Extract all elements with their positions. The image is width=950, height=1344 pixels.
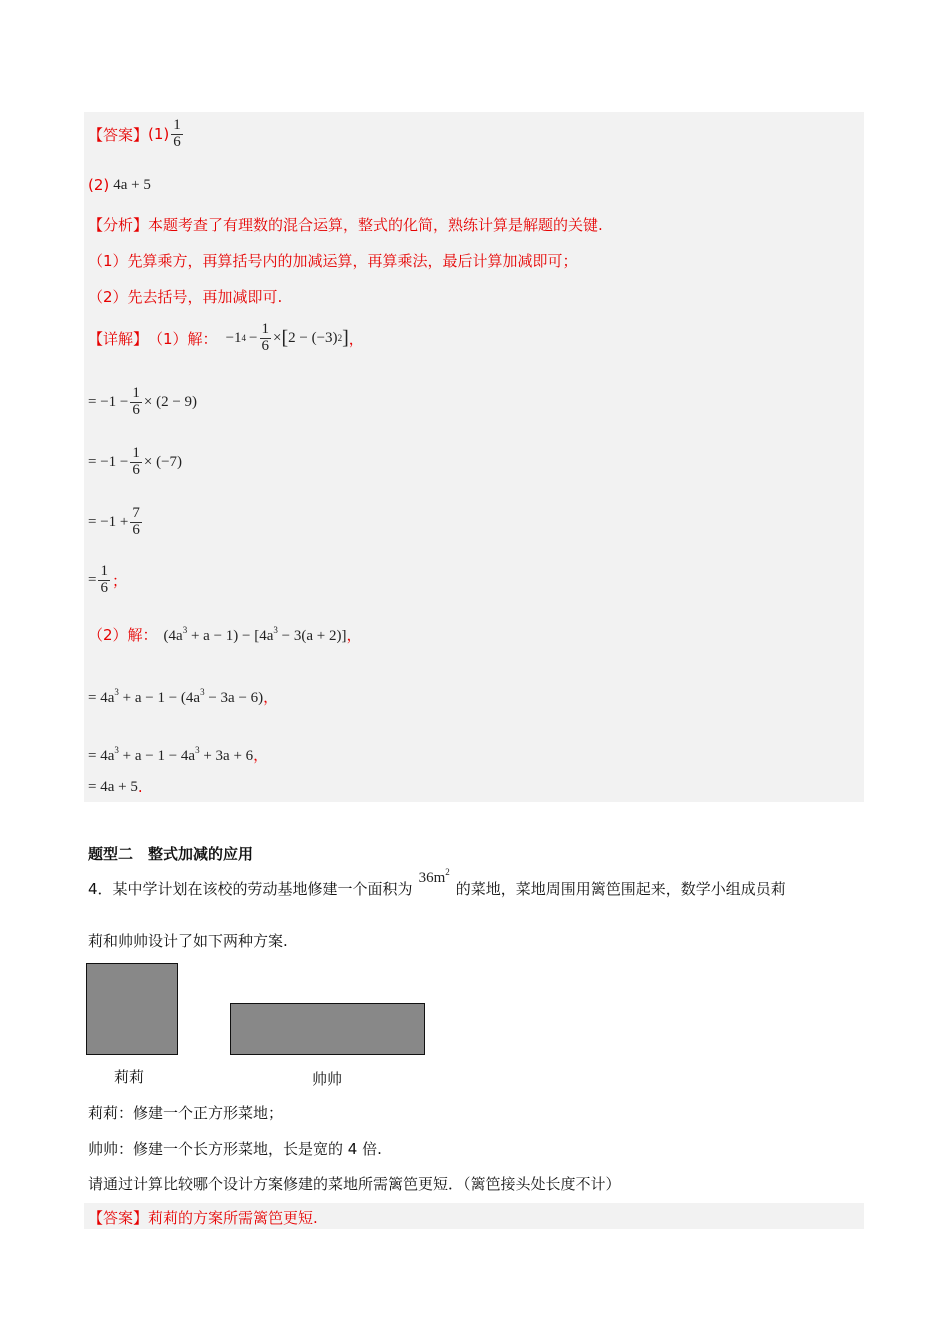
shuai-rectangle-figure bbox=[230, 1003, 425, 1055]
question-line-2: 莉和帅帅设计了如下两种方案. bbox=[88, 932, 288, 950]
detail-part-2-step-2: = $4a^3 + a - 1 - (4a^3 - 3a - 6)$ ， bbox=[88, 686, 279, 706]
answer-line-q4: 【答案】 莉莉的方案所需篱笆更短. bbox=[88, 1209, 318, 1227]
analysis-text: 本题考查了有理数的混合运算，整式的化简，熟练计算是解题的关键. bbox=[148, 216, 603, 234]
lili-square-figure bbox=[86, 963, 178, 1055]
detail-part-2-step-4: = 4a + 5 . bbox=[88, 778, 143, 796]
answer-2-expression: 4a + 5 bbox=[113, 176, 151, 193]
part-1-expression: −1 4 − $\frac{1}{6}$ × [ 2 − (−3) 2 ] bbox=[225, 321, 349, 354]
detail-step-2: = −1 − $\frac{1}{6}$ × (2 − 9) bbox=[88, 385, 198, 418]
answer-label: 【答案】 bbox=[88, 125, 149, 144]
detail-line-1: 【详解】 （1）解： −1 4 − $\frac{1}{6}$ × [ 2 − (−3) 2 ] ， bbox=[88, 321, 364, 354]
question-line-1: 4． 某中学计划在该校的劳动基地修建一个面积为 $36m^2$ 的菜地，菜地周围用篱笆围起来，数学小组成员莉 bbox=[88, 866, 786, 898]
detail-step-4: = −1 + $\frac{7}{6}$ bbox=[88, 505, 140, 538]
desc-lili: 莉莉：修建一个正方形菜地； bbox=[88, 1104, 284, 1122]
detail-part-2: （2）解： bbox=[88, 626, 158, 644]
analysis-step-1: （1）先算乘方，再算括号内的加减运算，再算乘法，最后计算加减即可； bbox=[88, 252, 578, 270]
answer-line-2 bbox=[88, 176, 151, 194]
answer-1-fraction: $\frac{1}{6}$ bbox=[173, 117, 181, 150]
area-value: $36m^2$ bbox=[418, 866, 450, 886]
analysis-step-2: （2）先去括号，再加减即可. bbox=[88, 288, 283, 306]
detail-part-2-line: （2）解： $(4a^3 + a - 1) - [4a^3 - 3(a + 2)]$ ， bbox=[88, 624, 362, 644]
detail-part-1: （1）解： bbox=[148, 329, 218, 348]
label-shuai: 帅帅 bbox=[312, 1070, 343, 1088]
detail-step-5: = $\frac{1}{6}$ ； bbox=[88, 563, 127, 596]
detail-step-3: = −1 − $\frac{1}{6}$ × (−7) bbox=[88, 445, 183, 478]
section-title: 题型二 整式加减的应用 bbox=[88, 845, 254, 863]
label-lili: 莉莉 bbox=[114, 1068, 145, 1086]
analysis-label: 【分析】 bbox=[88, 216, 149, 234]
desc-shuai: 帅帅：修建一个长方形菜地，长是宽的 4 倍. bbox=[88, 1140, 382, 1158]
answer-2-prefix: (2) bbox=[88, 176, 110, 194]
analysis-line bbox=[88, 214, 603, 235]
question-prompt: 请通过计算比较哪个设计方案修建的菜地所需篱笆更短．（篱笆接头处长度不计） bbox=[88, 1175, 621, 1193]
question-number: 4． bbox=[88, 880, 113, 898]
answer-1-prefix: (1) bbox=[148, 125, 170, 144]
detail-label: 【详解】 bbox=[88, 329, 149, 348]
detail-part-2-step-3: = $4a^3 + a - 1 - 4a^3 + 3a + 6$ ， bbox=[88, 744, 269, 764]
answer-line-1 bbox=[88, 118, 185, 151]
